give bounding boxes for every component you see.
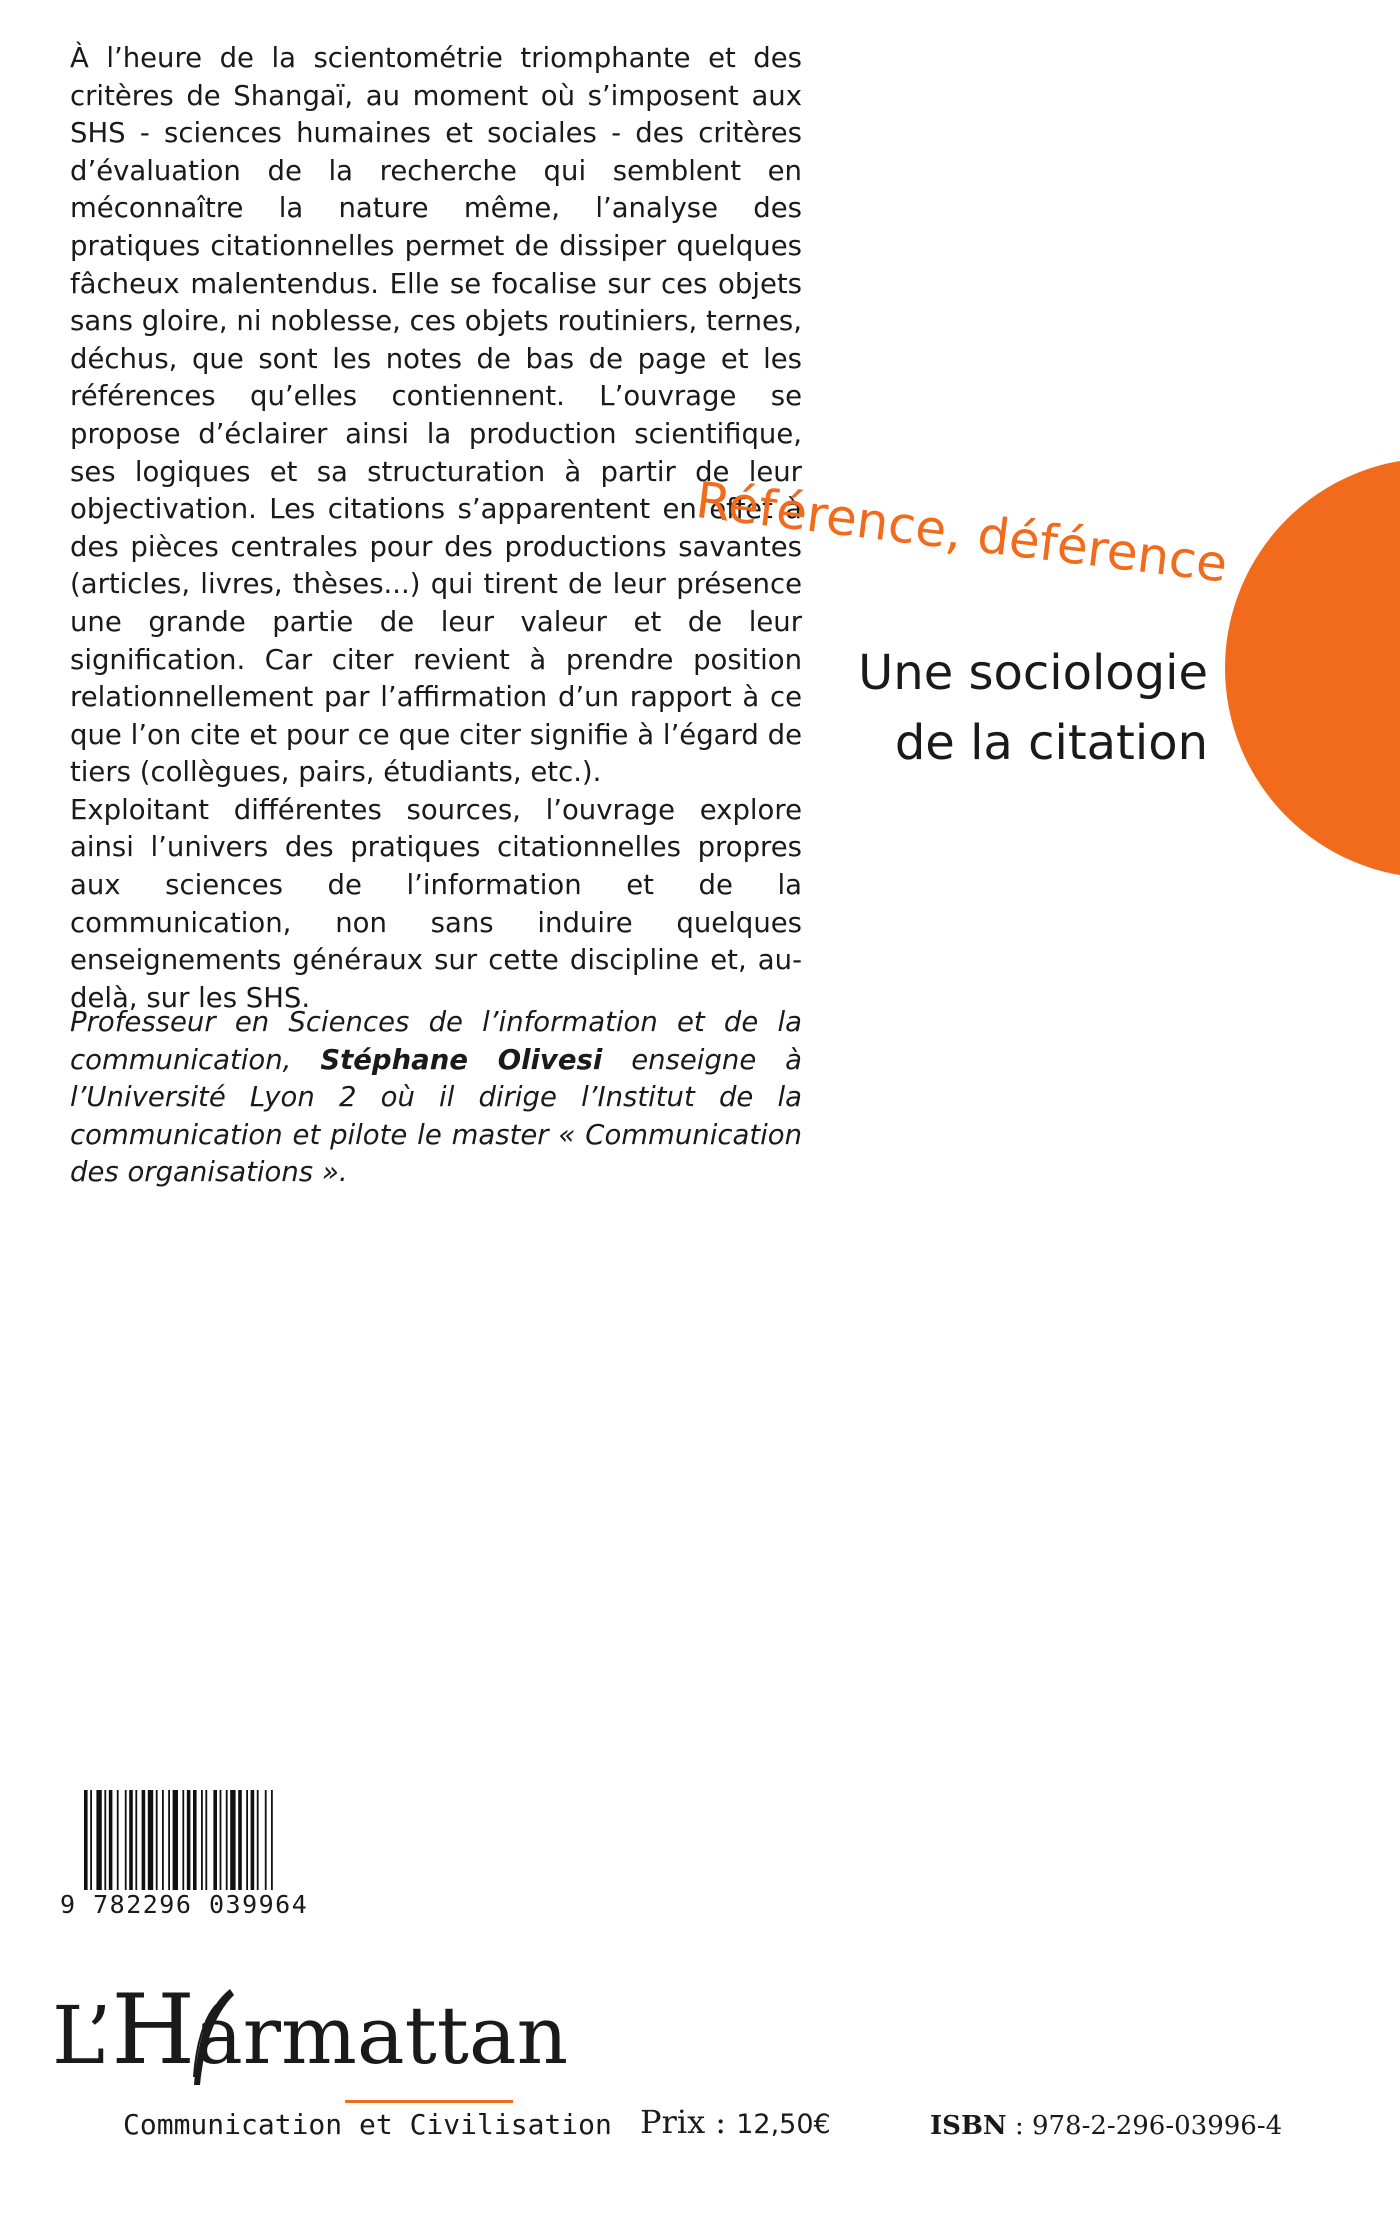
barcode-bars: [82, 1790, 320, 1900]
barcode-bar: [90, 1790, 92, 1900]
barcode-bar: [84, 1790, 88, 1900]
logo-rest: armattan: [195, 1989, 569, 2082]
barcode-bar: [205, 1790, 207, 1900]
barcode-bar: [230, 1790, 235, 1900]
barcode-bar: [226, 1790, 228, 1900]
barcode-bar: [156, 1790, 158, 1900]
price: [640, 2102, 831, 2145]
blurb-paragraph: Exploitant différentes sources, l’ouvrage explore ainsi l’univers des pratiques citationnelles propres aux sciences de l’information et de la communication, non sans induire quelques enseignements généraux sur cette discipline et, au-delà, sur les SHS.: [70, 793, 802, 1014]
author-bio: [70, 1004, 802, 1192]
author-name: Stéphane Olivesi: [320, 1043, 603, 1076]
orange-disc-decoration: [1225, 458, 1400, 878]
barcode-bar: [187, 1790, 191, 1900]
barcode-bar: [257, 1790, 259, 1900]
barcode-bar: [125, 1790, 127, 1900]
subtitle-line: de la citation: [894, 715, 1208, 771]
isbn-value: : 978-2-296-03996-4: [1014, 2111, 1283, 2141]
barcode-bar: [182, 1790, 184, 1900]
barcode-bar: [148, 1790, 153, 1900]
barcode-bar: [109, 1790, 113, 1900]
barcode-bar: [173, 1790, 178, 1900]
barcode-bar: [238, 1790, 242, 1900]
barcode-bar: [213, 1790, 217, 1900]
publisher-logo: [52, 1974, 569, 2086]
barcode: [60, 1790, 320, 1919]
barcode-bar: [168, 1790, 170, 1900]
logo-prefix: L’: [52, 1989, 112, 2082]
barcode-bar: [251, 1790, 255, 1900]
logo-cap: H: [111, 1974, 196, 2086]
quill-icon: [160, 1985, 240, 2095]
book-subtitle: [788, 638, 1208, 778]
barcode-bar: [246, 1790, 248, 1900]
isbn-label: ISBN: [930, 2111, 1007, 2141]
barcode-bar: [96, 1790, 101, 1900]
book-title: Référence, déférence: [692, 470, 1231, 594]
isbn: [930, 2106, 1282, 2146]
blurb-paragraph: À l’heure de la scientométrie triomphante et des critères de Shangaï, au moment où s’imposent aux SHS - sciences humaines et sociales - des critères d’évaluation de la recherche qui semblent en méconnaître la nature même, l’analyse des pratiques citationnelles permet de dissiper quelques fâcheux malentendus. Elle se focalise sur ces objets sans gloire, ni noblesse, ces objets routiniers, ternes, déchus, que sont les notes de bas de page et les références qu’elles contiennent. L’ouvrage se propose d’éclairer ainsi la production scientifique, ses logiques et sa structuration à partir de leur objectivation. Les citations s’apparentent en effet à des pièces centrales pour des productions savantes (articles, livres, thèses...) qui tirent de leur présence une grande partie de leur valeur et de leur signification. Car citer revient à prendre position relationnellement par l’affirmation d’un rapport à ce que l’on cite et pour ce que citer signifie à l’égard de tiers (collègues, pairs, étudiants, etc.).: [70, 42, 802, 789]
price-label: Prix :: [640, 2103, 727, 2141]
subtitle-line: Une sociologie: [858, 645, 1208, 701]
barcode-bar: [135, 1790, 137, 1900]
barcode-bar: [142, 1790, 146, 1900]
barcode-bar: [117, 1790, 119, 1900]
price-value: 12,50€: [736, 2109, 831, 2140]
author-bio-intro: Professeur en Sciences de l’information et de la communication,: [70, 1006, 802, 1076]
logo-underline: [345, 2100, 513, 2103]
barcode-bar: [129, 1790, 133, 1900]
barcode-digits: 9 782296 039964: [60, 1890, 330, 1919]
barcode-bar: [162, 1790, 164, 1900]
author-bio-rest: enseigne à l’Université Lyon 2 où il dirige l’Institut de la communication et pilote le master « Communication des organisations ».: [70, 1043, 803, 1189]
barcode-bar: [104, 1790, 106, 1900]
barcode-bar: [201, 1790, 203, 1900]
collection-name: Communication et Civilisation: [123, 2108, 612, 2141]
barcode-bar: [271, 1790, 273, 1900]
barcode-bar: [220, 1790, 222, 1900]
barcode-bar: [265, 1790, 267, 1900]
barcode-bar: [193, 1790, 197, 1900]
